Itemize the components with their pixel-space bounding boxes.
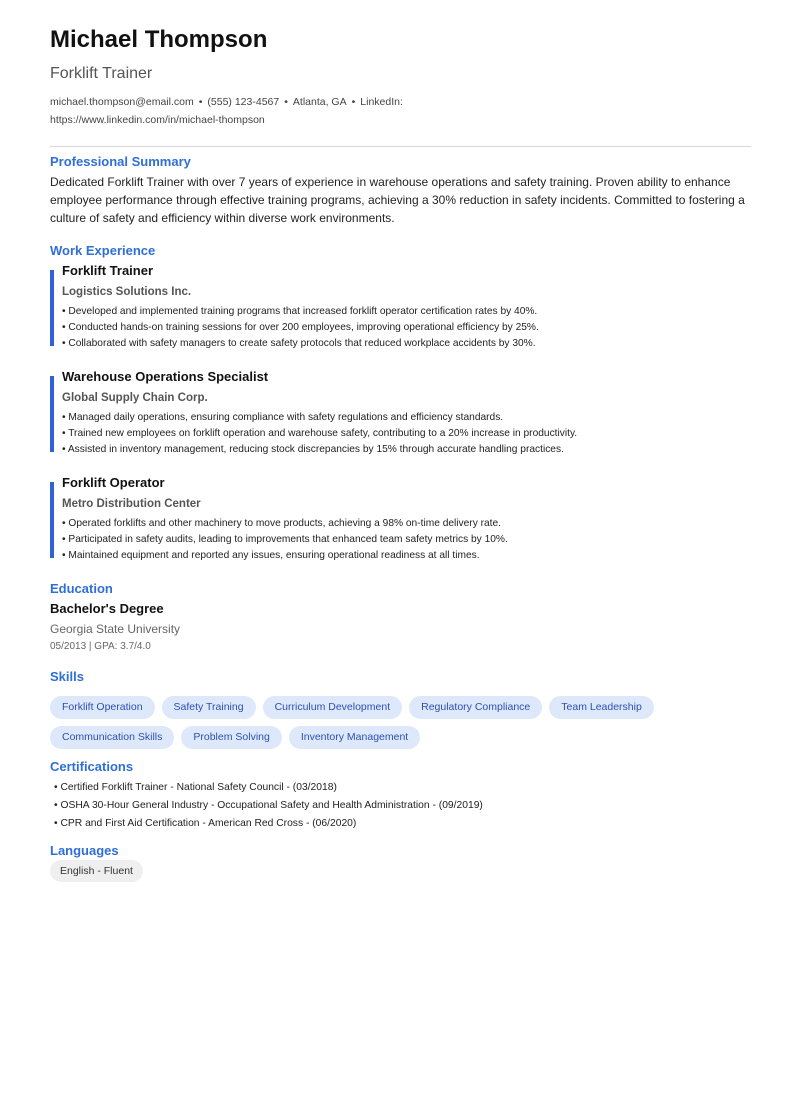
education-heading: Education	[50, 581, 113, 596]
job-bullet: • Managed daily operations, ensuring compliance with safety regulations and efficiency standards.	[62, 412, 504, 423]
job-title: Forklift Trainer	[62, 263, 154, 278]
job-bullet: • Collaborated with safety managers to create safety protocols that reduced workplace accidents by 30%.	[62, 338, 536, 349]
certifications-heading: Certifications	[50, 759, 134, 774]
separator: •	[351, 96, 356, 108]
skills-row	[50, 726, 420, 749]
education-degree: Bachelor's Degree	[50, 601, 164, 616]
languages-heading: Languages	[50, 843, 119, 858]
job-bullet: • Participated in safety audits, leading to improvements that enhanced team safety metrics by 10%.	[62, 534, 508, 545]
skills-row	[50, 696, 654, 719]
certification-item: • CPR and First Aid Certification - American Red Cross - (06/2020)	[54, 818, 357, 829]
job-bullet: • Conducted hands-on training sessions for over 200 employees, improving operational efficiency by 25%.	[62, 322, 539, 333]
separator: •	[198, 96, 203, 108]
separator: •	[284, 96, 288, 108]
skill-chip: Regulatory Compliance	[409, 696, 542, 719]
certifications-list	[54, 779, 483, 833]
education-meta: 05/2013 | GPA: 3.7/4.0	[50, 641, 151, 652]
skill-chip: Problem Solving	[181, 726, 281, 749]
summary-text: Dedicated Forklift Trainer with over 7 years of experience in warehouse operations and safety training. Proven ability to enhance employee performance through effective training programs, achieving a 30% reduction in safety incidents. Committed to fostering a culture of safety and efficiency within diverse work environments.	[50, 175, 745, 225]
contact-linkedin-label: LinkedIn:	[360, 96, 403, 108]
job-accent-bar	[50, 376, 54, 452]
language-chip: English - Fluent	[50, 860, 143, 882]
skill-chip: Team Leadership	[549, 696, 654, 719]
contact-linkedin-url[interactable]: https://www.linkedin.com/in/michael-thompson	[50, 114, 265, 126]
certification-item: • Certified Forklift Trainer - National Safety Council - (03/2018)	[54, 782, 337, 793]
job-title: Warehouse Operations Specialist	[62, 369, 269, 384]
job-bullet: • Developed and implemented training programs that increased forklift operator certification rates by 40%.	[62, 306, 538, 317]
candidate-role: Forklift Trainer	[50, 65, 153, 82]
job-company: Metro Distribution Center	[62, 498, 201, 510]
job-bullet: • Maintained equipment and reported any issues, ensuring operational readiness at all times.	[62, 550, 480, 561]
job-bullet: • Trained new employees on forklift operation and warehouse safety, contributing to a 20% increase in productivity.	[62, 428, 578, 439]
skills-heading: Skills	[50, 669, 84, 684]
skill-chip: Inventory Management	[289, 726, 420, 749]
job-bullet: • Operated forklifts and other machinery to move products, achieving a 98% on-time delivery rate.	[62, 518, 502, 529]
job-accent-bar	[50, 482, 54, 558]
candidate-name: Michael Thompson	[50, 26, 268, 53]
skill-chip: Communication Skills	[50, 726, 174, 749]
job-bullet: • Assisted in inventory management, reducing stock discrepancies by 15% through accurate handling practices.	[62, 444, 564, 455]
job-bullets	[62, 516, 508, 564]
skill-chip: Safety Training	[162, 696, 256, 719]
contact-location: Atlanta, GA	[292, 96, 347, 108]
skill-chip: Curriculum Development	[263, 696, 403, 719]
contact-phone: (555) 123-4567	[207, 96, 280, 108]
summary-heading: Professional Summary	[50, 154, 191, 169]
experience-heading: Work Experience	[50, 243, 156, 258]
certification-item: • OSHA 30-Hour General Industry - Occupational Safety and Health Administration - (09/2019)	[54, 800, 483, 811]
job-title: Forklift Operator	[62, 475, 165, 490]
skill-chip: Forklift Operation	[50, 696, 155, 719]
header-divider	[50, 146, 751, 147]
job-company: Global Supply Chain Corp.	[62, 392, 208, 404]
job-bullets	[62, 304, 539, 352]
job-accent-bar	[50, 270, 54, 346]
contact-line	[50, 93, 430, 129]
contact-email[interactable]: michael.thompson@email.com	[50, 96, 194, 108]
job-company: Logistics Solutions Inc.	[62, 286, 192, 298]
education-school: Georgia State University	[50, 622, 181, 636]
job-bullets	[62, 410, 577, 458]
